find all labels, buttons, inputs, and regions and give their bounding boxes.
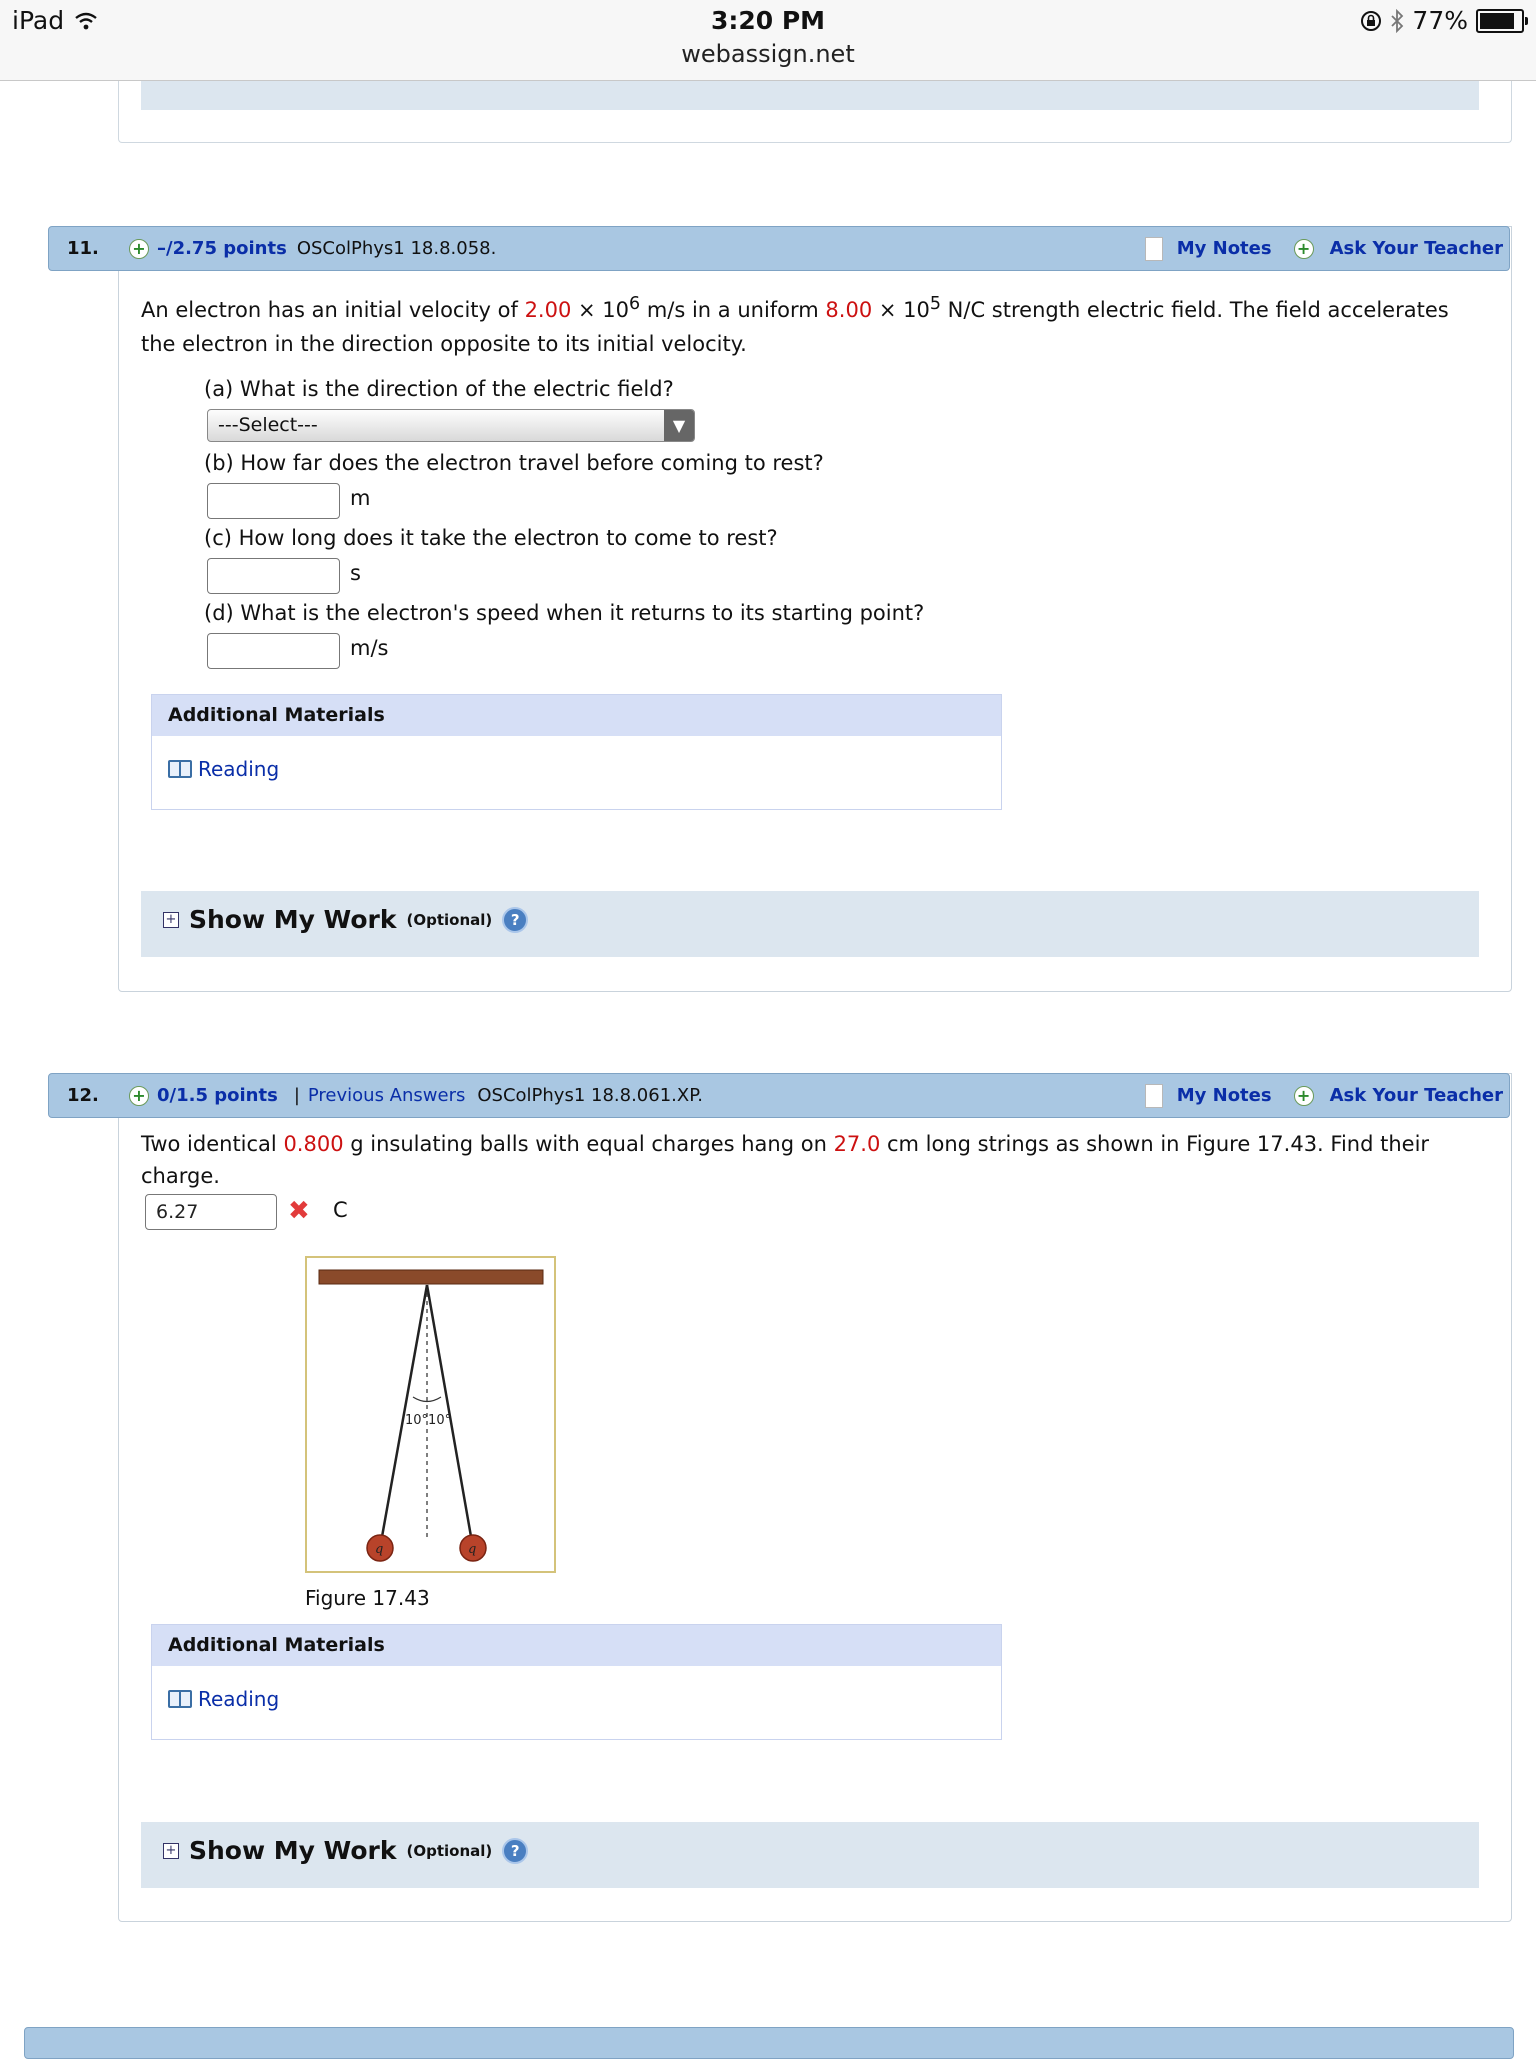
select-value: ---Select---: [218, 414, 318, 436]
show-work-optional: (Optional): [406, 910, 493, 929]
plus-icon[interactable]: +: [1294, 239, 1314, 259]
question-11-text: An electron has an initial velocity of $2.00 \times 10^6$ m/s in a uniform $8.00 \times 10^5$ N/C strength electric field. The field accelerates the electron in the direction opposite to its initial velocity.: [141, 294, 1449, 356]
answer-unit: C: [333, 1198, 348, 1222]
charge-answer-input[interactable]: 6.27: [145, 1194, 277, 1230]
header-separator: |: [293, 1085, 300, 1106]
string-length-value: 27.0: [833, 1132, 881, 1156]
materials-title: Additional Materials: [152, 695, 1001, 736]
charge-label-right: q: [468, 1542, 477, 1557]
angle-label: 10°10°: [405, 1413, 452, 1428]
part-d-unit: m/s: [350, 636, 389, 660]
status-bar: [0, 0, 1536, 81]
time-input[interactable]: [207, 558, 340, 594]
question-number: 12.: [67, 1085, 99, 1106]
ball-mass-value: 0.800: [283, 1132, 344, 1156]
additional-materials: [151, 694, 1002, 810]
part-b-prompt: (b) How far does the electron travel before coming to rest?: [204, 451, 824, 475]
reading-link[interactable]: Reading: [168, 757, 279, 781]
dropdown-arrow-icon[interactable]: ▼: [664, 410, 694, 441]
lock-rotation-icon: [1360, 10, 1382, 32]
ask-teacher-link[interactable]: Ask Your Teacher: [1329, 1085, 1503, 1106]
part-c-prompt: (c) How long does it take the electron to come to rest?: [204, 526, 778, 550]
part-a-prompt: (a) What is the direction of the electric field?: [204, 377, 674, 401]
question-12-header: [48, 1073, 1510, 1118]
additional-materials: [151, 1624, 1002, 1740]
question-number: 11.: [67, 238, 99, 259]
clock: 3:20 PM: [710, 6, 826, 35]
reading-book-icon: [168, 1690, 192, 1708]
wrong-x-icon: ✖: [288, 1196, 310, 1226]
materials-title: Additional Materials: [152, 1625, 1001, 1666]
distance-input[interactable]: [207, 483, 340, 519]
points-link[interactable]: 0/1.5 points: [157, 1085, 278, 1106]
plus-icon[interactable]: +: [129, 1086, 149, 1106]
field-strength-value: 8.00: [825, 298, 873, 322]
device-name: iPad: [12, 6, 65, 35]
bluetooth-icon: [1390, 9, 1404, 33]
battery-percent: 77%: [1412, 6, 1468, 35]
previous-answers-link[interactable]: Previous Answers: [307, 1085, 466, 1106]
next-question-header: [24, 2027, 1514, 2059]
figure-caption: Figure 17.43: [305, 1586, 430, 1610]
charge-label-left: q: [375, 1542, 384, 1557]
show-work-optional: (Optional): [406, 1841, 493, 1860]
points-link[interactable]: –/2.75 points: [157, 238, 287, 259]
initial-velocity-value: 2.00: [524, 298, 572, 322]
show-work-title: Show My Work: [189, 1836, 397, 1865]
help-icon[interactable]: ?: [502, 1838, 528, 1864]
question-12-text: Two identical 0.800 g insulating balls with equal charges hang on 27.0 cm long strings as shown in Figure 17.43. Find their charge.: [141, 1132, 1430, 1188]
question-source: OSColPhys1 18.8.061.XP.: [477, 1085, 703, 1106]
my-notes-link[interactable]: My Notes: [1176, 238, 1272, 259]
plus-icon[interactable]: +: [129, 239, 149, 259]
address-bar[interactable]: webassign.net: [681, 40, 855, 68]
ask-teacher-link[interactable]: Ask Your Teacher: [1329, 238, 1503, 259]
expand-icon[interactable]: +: [163, 912, 179, 928]
plus-icon[interactable]: +: [1294, 1086, 1314, 1106]
help-icon[interactable]: ?: [502, 907, 528, 933]
reading-link[interactable]: Reading: [168, 1687, 279, 1711]
reading-book-icon: [168, 760, 192, 778]
part-b-unit: m: [350, 486, 371, 510]
show-work-title: Show My Work: [189, 905, 397, 934]
speed-input[interactable]: [207, 633, 340, 669]
question-11-header: [48, 226, 1510, 271]
notes-icon[interactable]: [1145, 237, 1163, 261]
figure-17-43: [305, 1256, 556, 1573]
show-my-work-bar[interactable]: [141, 1822, 1479, 1888]
part-c-unit: s: [350, 561, 361, 585]
my-notes-link[interactable]: My Notes: [1176, 1085, 1272, 1106]
battery-icon: [1476, 9, 1524, 33]
direction-select[interactable]: [207, 409, 695, 442]
expand-icon[interactable]: +: [163, 1843, 179, 1859]
notes-icon[interactable]: [1145, 1084, 1163, 1108]
status-right: [1360, 6, 1524, 35]
pendulum-diagram: [307, 1258, 554, 1571]
part-d-prompt: (d) What is the electron's speed when it returns to its starting point?: [204, 601, 925, 625]
question-source: OSColPhys1 18.8.058.: [296, 238, 497, 259]
show-my-work-bar[interactable]: [141, 891, 1479, 957]
